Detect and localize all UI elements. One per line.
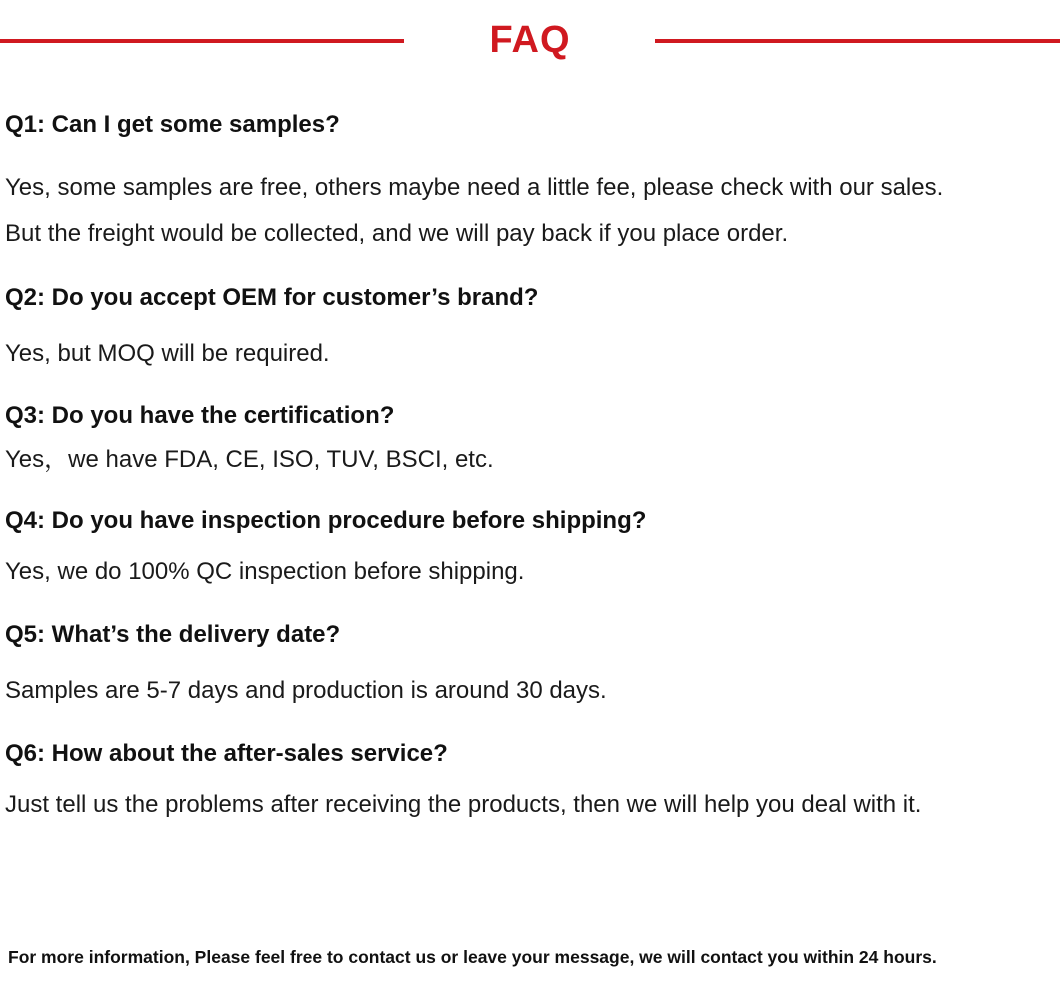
header-rule-left [0, 39, 404, 43]
faq-question-4: Q4: Do you have inspection procedure before shipping? [5, 507, 647, 534]
header-rule-right [655, 39, 1060, 43]
faq-answer-1-line-2: But the freight would be collected, and we will pay back if you place order. [5, 220, 789, 247]
faq-question-2: Q2: Do you accept OEM for customer’s brand? [5, 284, 539, 311]
faq-question-1: Q1: Can I get some samples? [5, 111, 340, 138]
faq-question-5: Q5: What’s the delivery date? [5, 621, 341, 648]
faq-answer-4: Yes, we do 100% QC inspection before shipping. [5, 558, 525, 585]
faq-question-3: Q3: Do you have the certification? [5, 402, 395, 429]
footer-contact-note: For more information, Please feel free to contact us or leave your message, we will contact you within 24 hours. [8, 947, 937, 967]
faq-answer-2: Yes, but MOQ will be required. [5, 340, 330, 367]
faq-answer-1-line-1: Yes, some samples are free, others maybe need a little fee, please check with our sales. [5, 174, 944, 201]
faq-answer-5: Samples are 5-7 days and production is around 30 days. [5, 677, 607, 704]
faq-question-6: Q6: How about the after-sales service? [5, 740, 448, 767]
page-title: FAQ [489, 19, 571, 61]
faq-answer-3: Yes，we have FDA, CE, ISO, TUV, BSCI, etc. [5, 446, 494, 473]
faq-answer-6: Just tell us the problems after receiving the products, then we will help you deal with it. [5, 791, 922, 818]
